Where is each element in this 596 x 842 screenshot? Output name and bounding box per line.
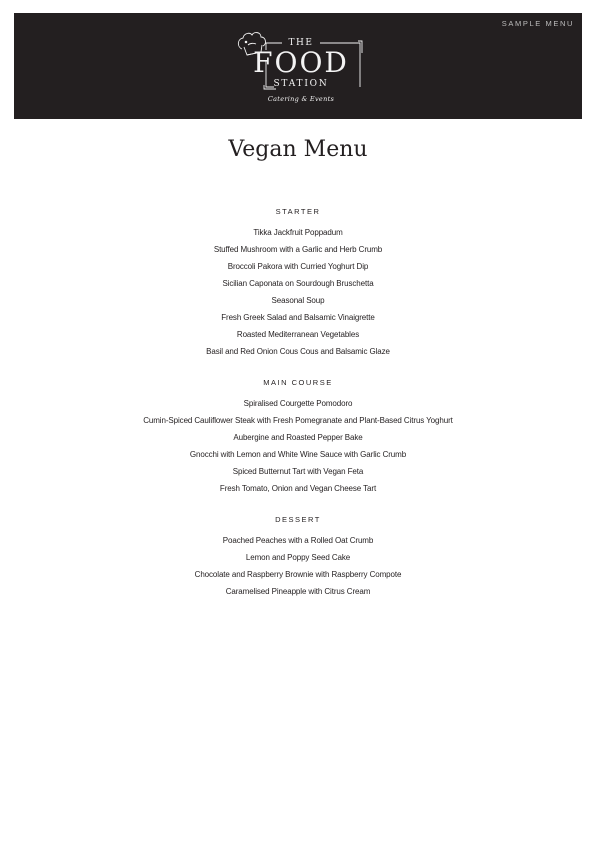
menu-item: Broccoli Pakora with Curried Yoghurt Dip — [227, 262, 369, 271]
menu-item: Stuffed Mushroom with a Garlic and Herb Crumb — [213, 245, 383, 254]
menu-item: Chocolate and Raspberry Brownie with Raspberry Compote — [194, 570, 402, 579]
menu-item: Caramelised Pineapple with Citrus Cream — [225, 587, 371, 596]
logo-station-text: STATION — [273, 79, 329, 89]
logo-the-text: THE — [288, 38, 314, 48]
logo-wordmark — [236, 23, 366, 115]
section-heading: MAIN COURSE — [263, 378, 333, 387]
menu-item: Seasonal Soup — [271, 296, 325, 305]
menu-item: Fresh Tomato, Onion and Vegan Cheese Tart — [219, 484, 377, 493]
menu-section-starter — [0, 206, 596, 363]
sample-menu-label: SAMPLE MENU — [501, 19, 574, 28]
section-heading: STARTER — [275, 207, 321, 216]
logo-tagline-text: Catering & Events — [267, 95, 335, 103]
menu-section-dessert — [0, 514, 596, 603]
food-station-logo — [236, 23, 366, 115]
menu-item: Lemon and Poppy Seed Cake — [245, 553, 351, 562]
menu-sections — [0, 206, 596, 617]
page-title: Vegan Menu — [228, 137, 368, 162]
menu-item: Tikka Jackfruit Poppadum — [253, 228, 343, 237]
menu-item: Roasted Mediterranean Vegetables — [236, 330, 360, 339]
menu-item: Cumin-Spiced Cauliflower Steak with Fresh Pomegranate and Plant-Based Citrus Yoghurt — [143, 416, 453, 425]
menu-item: Sicilian Caponata on Sourdough Bruschetta — [222, 279, 374, 288]
menu-item: Spiced Butternut Tart with Vegan Feta — [232, 467, 364, 476]
section-heading: DESSERT — [275, 515, 321, 524]
logo-food-text: FOOD — [253, 46, 349, 79]
menu-item: Poached Peaches with a Rolled Oat Crumb — [222, 536, 374, 545]
menu-item: Gnocchi with Lemon and White Wine Sauce with Garlic Crumb — [189, 450, 407, 459]
header-banner — [14, 13, 582, 119]
menu-item: Spiralised Courgette Pomodoro — [243, 399, 353, 408]
menu-section-main-course — [0, 377, 596, 500]
menu-item: Aubergine and Roasted Pepper Bake — [233, 433, 363, 442]
menu-item: Fresh Greek Salad and Balsamic Vinaigrette — [221, 313, 375, 322]
menu-item: Basil and Red Onion Cous Cous and Balsamic Glaze — [206, 347, 390, 356]
